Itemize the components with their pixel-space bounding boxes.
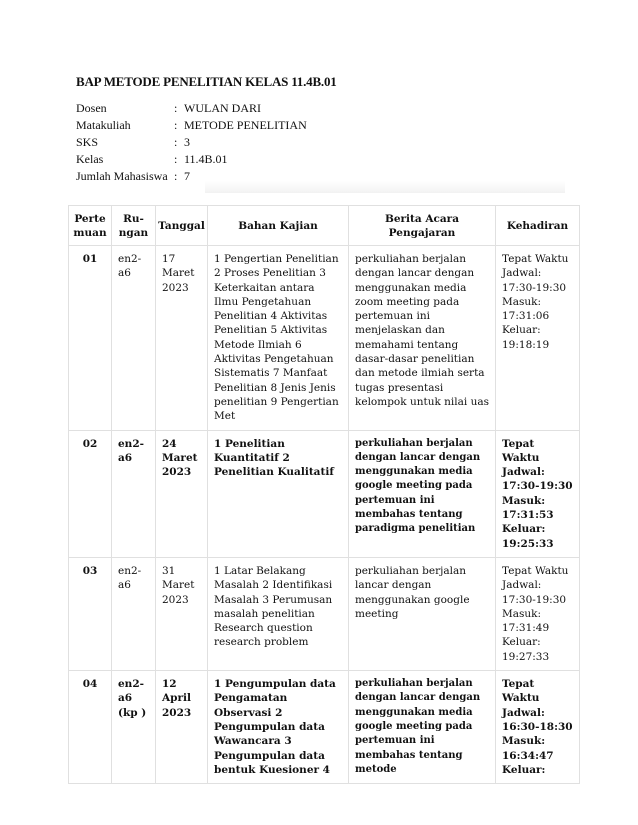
- cell-pertemuan: 03: [69, 557, 112, 670]
- info-row-dosen: [76, 100, 307, 117]
- cell-kehadiran: Tepat Waktu Jadwal: 17:30-19:30 Masuk: 17:31:53 Keluar: 19:25:33: [496, 430, 580, 557]
- header-kehadiran: Kehadiran: [496, 206, 580, 246]
- info-value: 3: [184, 135, 190, 149]
- cell-kehadiran: Tepat Waktu Jadwal: 17:30-19:30 Masuk: 17:31:49 Keluar: 19:27:33: [496, 557, 580, 670]
- cell-pertemuan: 01: [69, 246, 112, 431]
- header-berita-acara: Berita Acara Pengajaran: [349, 206, 496, 246]
- info-key: Jumlah Mahasiswa: [76, 169, 168, 183]
- header-tanggal: Tanggal: [156, 206, 208, 246]
- document-title: BAP METODE PENELITIAN KELAS 11.4B.01: [76, 74, 337, 89]
- info-row-matakuliah: [76, 117, 307, 134]
- info-value: WULAN DARI: [184, 101, 261, 115]
- cell-pertemuan: 04: [69, 671, 112, 784]
- table-header-row: [69, 206, 580, 246]
- info-row-sks: [76, 134, 307, 151]
- cell-berita-acara: perkuliahan berjalan dengan lancar dengan menggunakan media zoom meeting pada pertemuan ini menjelaskan dan memahami tentang dasar-dasar penelitian dan metode ilmiah serta tugas presentasi kelompok untuk nilai uas: [349, 246, 496, 431]
- info-value: 11.4B.01: [184, 152, 228, 166]
- table-row: [69, 246, 580, 431]
- cell-bahan-kajian: 1 Pengertian Penelitian 2 Proses Penelitian 3 Keterkaitan antara Ilmu Pengetahuan Penelitian 4 Aktivitas Penelitian 5 Aktivitas Metode Ilmiah 6 Aktivitas Pengetahuan Sistematis 7 Manfaat Penelitian 8 Jenis Jenis penelitian 9 Pengertian Met: [208, 246, 349, 431]
- info-sep: :: [174, 169, 178, 183]
- header-pertemuan: Perte muan: [69, 206, 112, 246]
- info-sep: :: [174, 152, 178, 166]
- cell-bahan-kajian: 1 Latar Belakang Masalah 2 Identifikasi Masalah 3 Perumusan masalah penelitian Research question research problem: [208, 557, 349, 670]
- table-row: [69, 671, 580, 784]
- cell-ruangan: en2-a6: [112, 246, 156, 431]
- table-row: [69, 557, 580, 670]
- info-key: SKS: [76, 135, 99, 149]
- info-key: Dosen: [76, 101, 107, 115]
- course-info: [76, 100, 307, 185]
- info-sep: :: [174, 101, 178, 115]
- table-row: [69, 430, 580, 557]
- info-value: 7: [184, 169, 190, 183]
- info-key: Matakuliah: [76, 118, 131, 132]
- attendance-table: [68, 205, 580, 784]
- cell-berita-acara: perkuliahan berjalan lancar dengan menggunakan google meeting: [349, 557, 496, 670]
- info-sep: :: [174, 118, 178, 132]
- info-value: METODE PENELITIAN: [184, 118, 307, 132]
- cell-bahan-kajian: 1 Penelitian Kuantitatif 2 Penelitian Kualitatif: [208, 430, 349, 557]
- cell-kehadiran: Tepat Waktu Jadwal: 17:30-19:30 Masuk: 17:31:06 Keluar: 19:18:19: [496, 246, 580, 431]
- cell-pertemuan: 02: [69, 430, 112, 557]
- info-row-kelas: [76, 151, 307, 168]
- cell-kehadiran: Tepat Waktu Jadwal: 16:30-18:30 Masuk: 16:34:47 Keluar:: [496, 671, 580, 784]
- header-bahan-kajian: Bahan Kajian: [208, 206, 349, 246]
- info-sep: :: [174, 135, 178, 149]
- cell-berita-acara: perkuliahan berjalan dengan lancar dengan menggunakan media google meeting pada pertemuan ini membahas tentang paradigma penelitian: [349, 430, 496, 557]
- cell-tanggal: 31 Maret 2023: [156, 557, 208, 670]
- cell-ruangan: en2-a6: [112, 430, 156, 557]
- cell-ruangan: en2-a6 (kp ): [112, 671, 156, 784]
- cell-tanggal: 12 April 2023: [156, 671, 208, 784]
- divider-band: [205, 181, 565, 193]
- cell-tanggal: 24 Maret 2023: [156, 430, 208, 557]
- cell-tanggal: 17 Maret 2023: [156, 246, 208, 431]
- info-key: Kelas: [76, 152, 104, 166]
- cell-berita-acara: perkuliahan berjalan dengan lancar dengan menggunakan media google meeting pada pertemuan ini membahas tentang metode: [349, 671, 496, 784]
- header-ruangan: Ru- ngan: [112, 206, 156, 246]
- cell-ruangan: en2-a6: [112, 557, 156, 670]
- cell-bahan-kajian: 1 Pengumpulan data Pengamatan Observasi 2 Pengumpulan data Wawancara 3 Pengumpulan data bentuk Kuesioner 4: [208, 671, 349, 784]
